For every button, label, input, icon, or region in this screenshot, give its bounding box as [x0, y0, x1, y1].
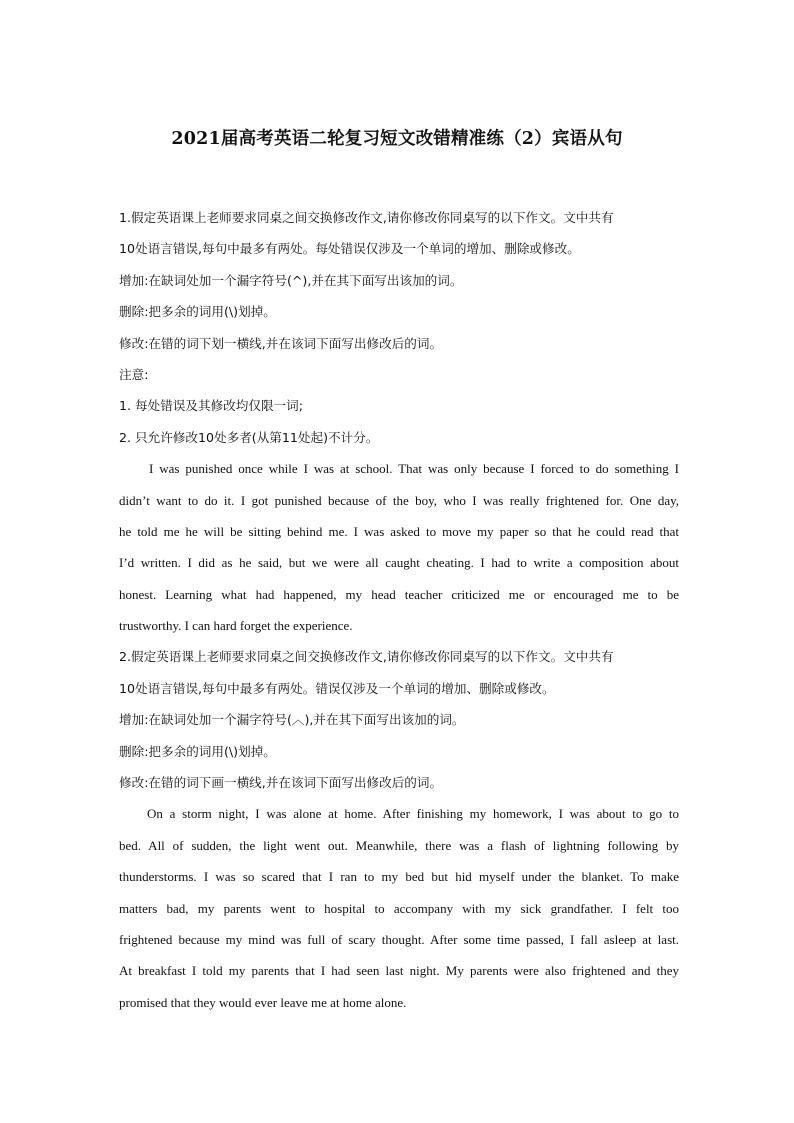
s1-instruction-line: 1. 每处错误及其修改均仅限一词; — [119, 398, 303, 414]
s2-instruction-line: 增加:在缺词处加一个漏字符号(︿),并在其下面写出该加的词。 — [119, 712, 465, 728]
s1-instruction-line: 增加:在缺词处加一个漏字符号(^),并在其下面写出该加的词。 — [119, 272, 463, 288]
s1-passage-line: didn’t want to do it. I got punished because of the boy, who I was really frightened for. One day, — [119, 492, 679, 508]
page-title: 2021届高考英语二轮复习短文改错精准练（2）宾语从句 — [171, 129, 623, 149]
s1-instruction-line: 10处语言错误,每句中最多有两处。每处错误仅涉及一个单词的增加、删除或修改。 — [119, 241, 580, 257]
s2-passage-line: thunderstorms. I was so scared that I ran to my bed but hid myself under the blanket. To make — [119, 869, 679, 885]
s2-instruction-line: 修改:在错的词下画一横线,并在该词下面写出修改后的词。 — [119, 775, 443, 791]
s2-passage-line: frightened because my mind was full of scary thought. After some time passed, I fall asleep at last. — [119, 931, 679, 947]
s1-passage-line: I was punished once while I was at school. That was only because I forced to do something I — [149, 461, 679, 477]
s1-passage-line: trustworthy. I can hard forget the experience. — [119, 618, 353, 634]
s1-instruction-line: 删除:把多余的词用(\)划掉。 — [119, 304, 276, 320]
s2-instruction-line: 10处语言错误,每句中最多有两处。错误仅涉及一个单词的增加、删除或修改。 — [119, 680, 555, 696]
s2-passage-line: On a storm night, I was alone at home. After finishing my homework, I was about to go to — [147, 806, 679, 822]
s1-passage-line: I’d written. I did as he said, but we were all caught cheating. I had to write a composition about — [119, 555, 679, 571]
s1-instruction-line: 1.假定英语课上老师要求同桌之间交换修改作文,请你修改你同桌写的以下作文。文中共有 — [119, 210, 614, 225]
s2-passage-line: bed. All of sudden, the light went out. Meanwhile, there was a flash of lightning following by — [119, 837, 679, 853]
s1-passage-line: he told me he will be sitting behind me. I was asked to move my paper so that he could read that — [119, 523, 679, 539]
s1-instruction-line: 修改:在错的词下划一横线,并在该词下面写出修改后的词。 — [119, 335, 443, 351]
s2-passage-line: matters bad, my parents went to hospital to accompany with my sick grandfather. I felt too — [119, 900, 679, 916]
s2-instruction-line: 2.假定英语课上老师要求同桌之间交换修改作文,请你修改你同桌写的以下作文。文中共有 — [119, 649, 614, 665]
s1-passage-line: honest. Learning what had happened, my head teacher criticized me or encouraged me to be — [119, 586, 679, 602]
s2-instruction-line: 删除:把多余的词用(\)划掉。 — [119, 743, 276, 759]
s2-passage-line: promised that they would ever leave me at home alone. — [119, 994, 407, 1010]
s2-passage-line: At breakfast I told my parents that I had seen last night. My parents were also frightened and they — [119, 963, 679, 979]
s1-instruction-line: 注意: — [119, 366, 149, 382]
document-body — [119, 202, 679, 1018]
s1-instruction-line: 2. 只允许修改10处多者(从第11处起)不计分。 — [119, 429, 379, 445]
